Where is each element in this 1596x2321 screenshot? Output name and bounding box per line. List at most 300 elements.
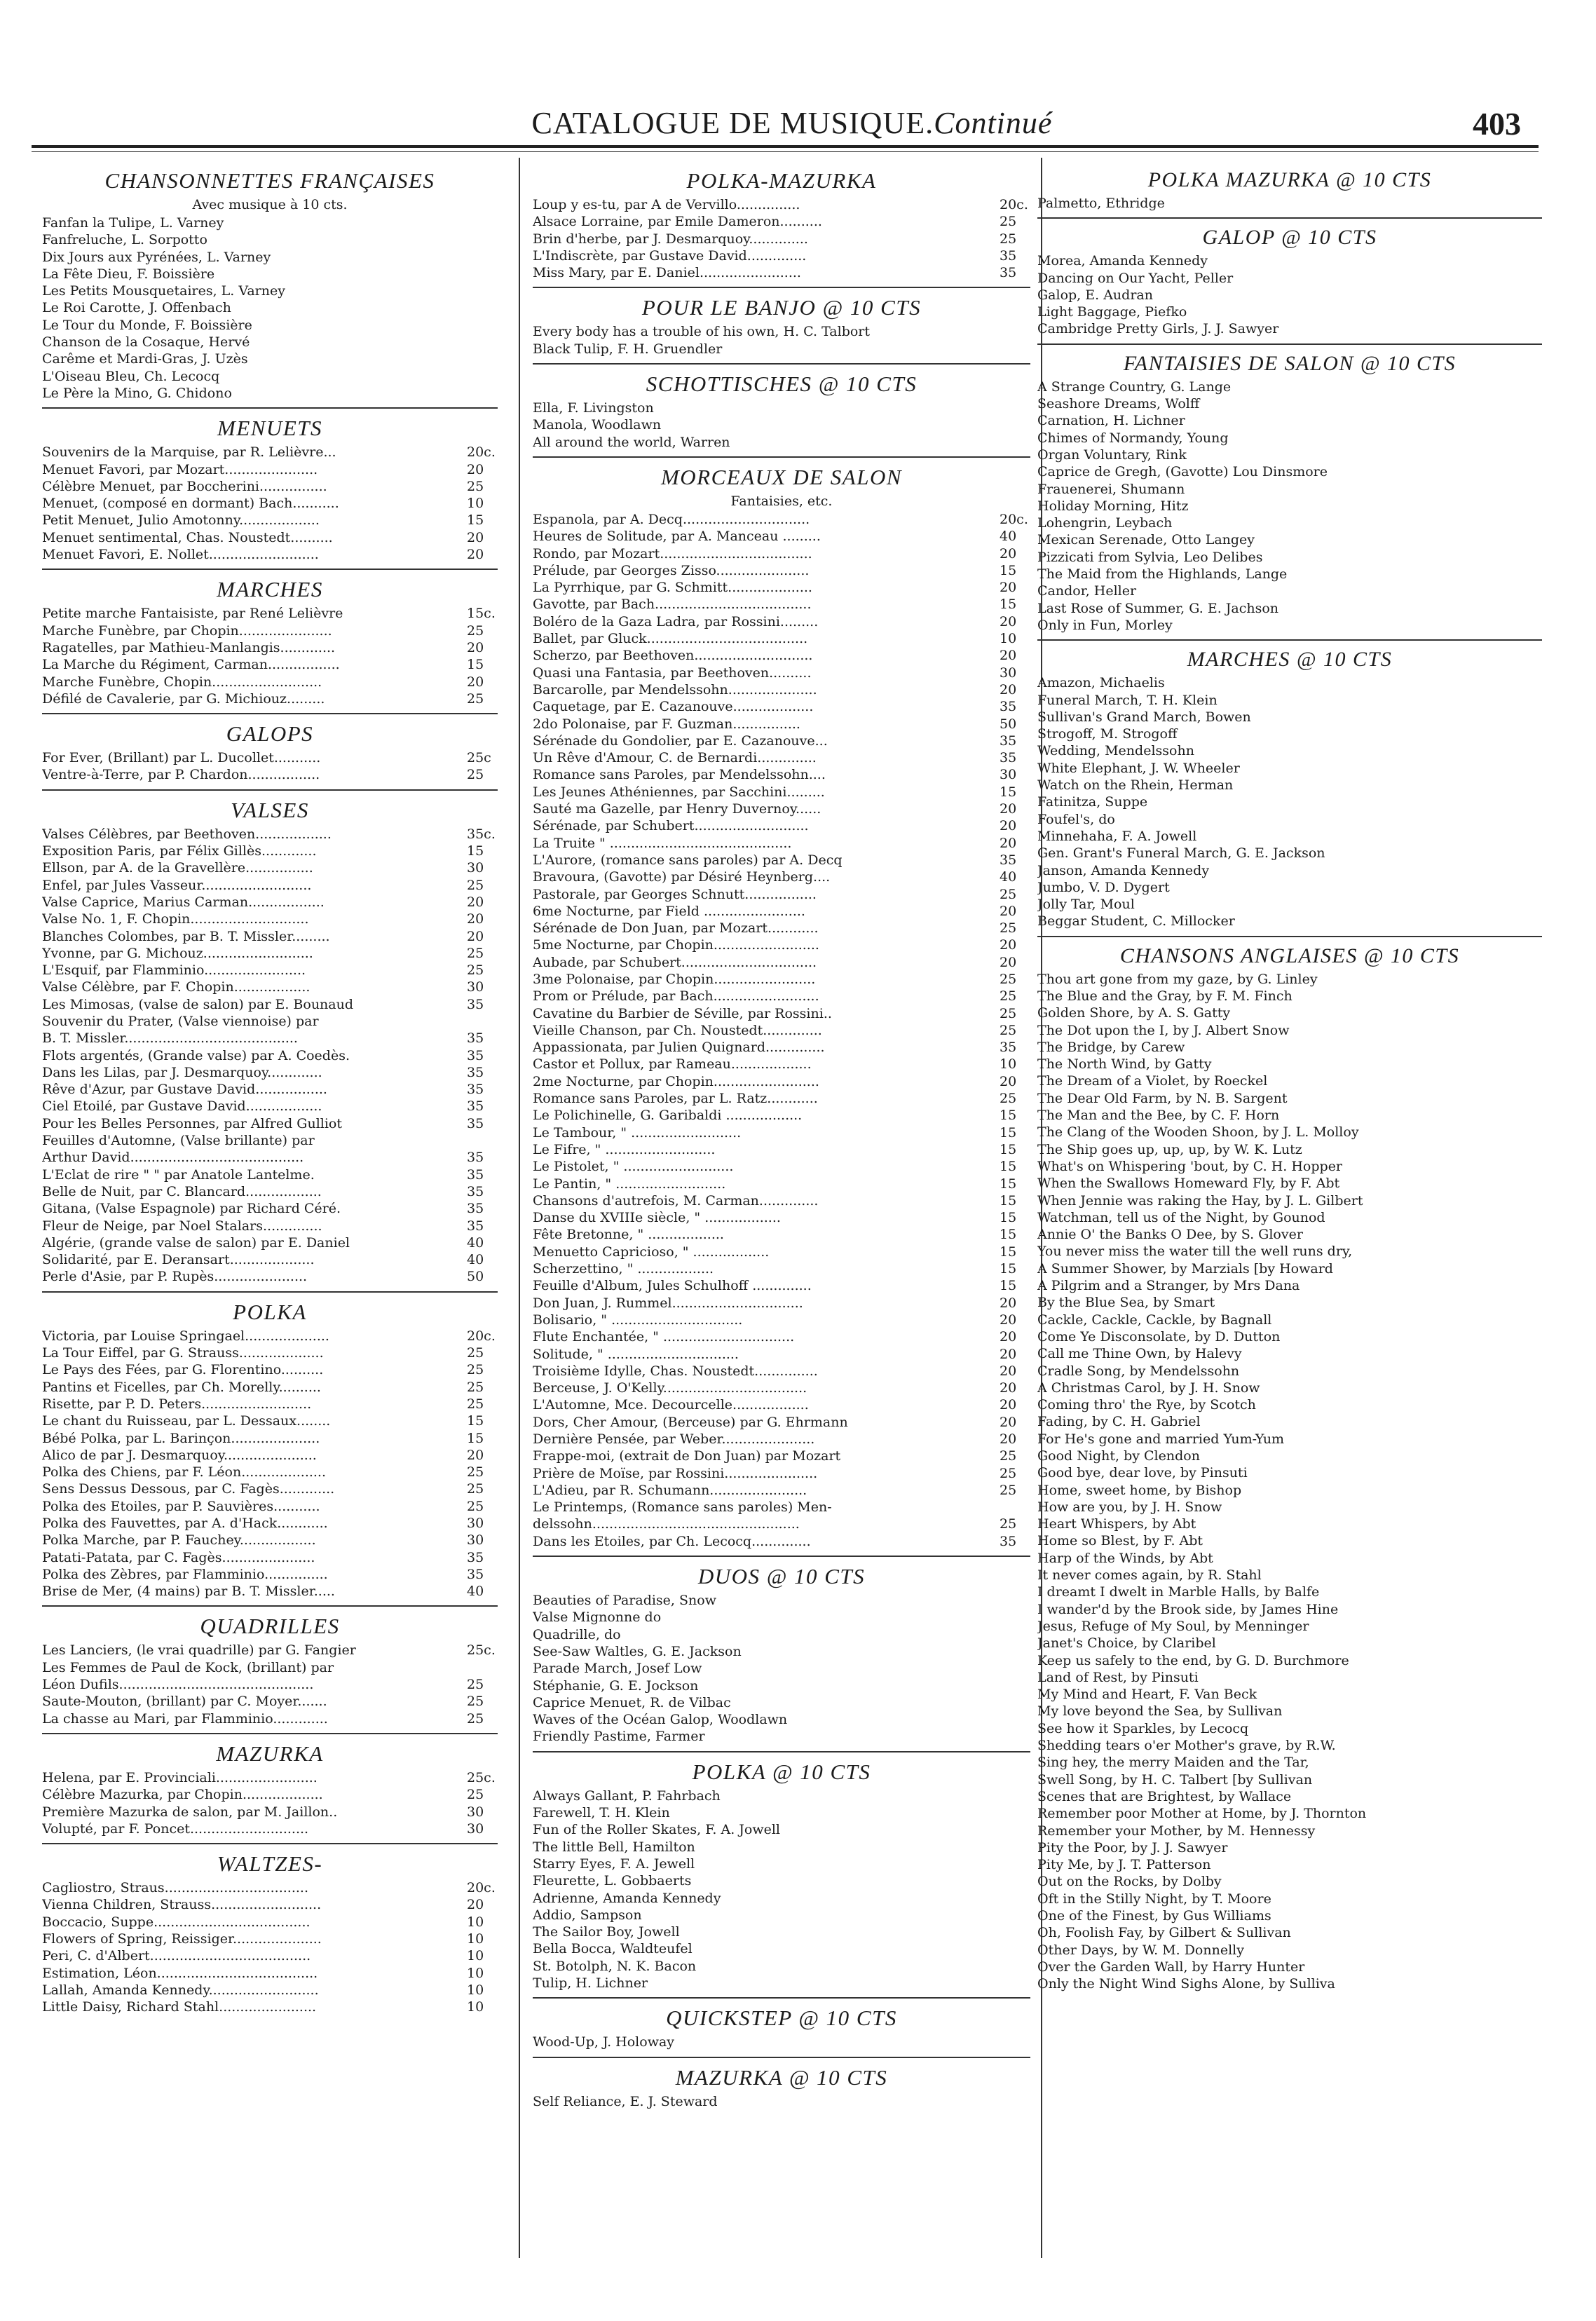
catalogue-entry (42, 674, 498, 690)
catalogue-entry (42, 299, 498, 316)
entry-price: 30 (467, 1820, 484, 1837)
entry-title: All around the world, Warren (533, 434, 730, 450)
catalogue-entry (42, 283, 498, 299)
catalogue-entry (42, 1566, 498, 1583)
entry-price: 35 (1000, 247, 1017, 264)
catalogue-section (42, 1741, 498, 1837)
catalogue-entry (1037, 760, 1542, 777)
section-heading: GALOPS (226, 721, 314, 747)
entry-title: Carême et Mardi-Gras, J. Uzès (42, 351, 248, 367)
entry-title: Cradle Song, by Mendelssohn (1037, 1363, 1240, 1379)
entry-title: Ella, F. Livingston (533, 400, 654, 416)
entry-title: Light Baggage, Piefko (1037, 304, 1187, 320)
catalogue-section (533, 372, 1030, 451)
entry-price: 15 (1000, 1244, 1017, 1260)
entry-title: Yvonne, par G. Michouz.......................... (42, 945, 313, 961)
catalogue-entry (42, 1583, 498, 1600)
entry-title: Risette, par P. D. Peters.......................... (42, 1396, 312, 1412)
entry-title: Other Days, by W. M. Donnelly (1037, 1942, 1244, 1958)
entry-price: 15 (1000, 1278, 1017, 1294)
catalogue-entry (42, 1965, 498, 1982)
catalogue-entry (1037, 674, 1542, 691)
catalogue-entry (533, 1499, 1030, 1516)
entry-title: Beggar Student, C. Millocker (1037, 913, 1235, 930)
entry-title: Keep us safely to the end, by G. D. Burchmore (1037, 1652, 1349, 1668)
section-heading: FANTAISIES DE SALON @ 10 CTS (1123, 351, 1457, 375)
section-heading: POLKA-MAZURKA (686, 168, 877, 193)
catalogue-entry (533, 1312, 1030, 1328)
entry-title: Over the Garden Wall, by Harry Hunter (1037, 1959, 1305, 1975)
entry-title: Menuet, (composé en dormant) Bach........... (42, 496, 339, 512)
catalogue-entry (533, 434, 1030, 451)
entry-title: Helena, par E. Provinciali........................ (42, 1769, 318, 1785)
catalogue-entry (533, 1073, 1030, 1090)
catalogue-section (42, 168, 498, 402)
header-rule-thin (32, 151, 1539, 152)
entry-title: Les Mimosas, (valse de salon) par E. Bounaud (42, 996, 354, 1012)
entry-price: 25 (467, 1464, 484, 1481)
entry-title: Fatinitza, Suppe (1037, 794, 1148, 810)
entry-title: Polka des Etoiles, par P. Sauvières........... (42, 1498, 320, 1514)
section-separator (533, 287, 1030, 288)
section-separator (42, 1605, 498, 1607)
catalogue-entry (1037, 463, 1542, 480)
entry-title: The Dream of a Violet, by Roeckel (1037, 1073, 1268, 1089)
entry-title: Estimation, Léon...................................... (42, 1965, 318, 1981)
entry-price: 10 (467, 1931, 484, 1947)
section-separator (42, 569, 498, 570)
entry-price: 50 (467, 1269, 484, 1285)
catalogue-entry (42, 1710, 498, 1727)
section-separator (533, 1997, 1030, 1999)
catalogue-entry (42, 1379, 498, 1396)
catalogue-entry (1037, 1823, 1542, 1839)
entry-title: Le chant du Ruisseau, par L. Dessaux........ (42, 1413, 331, 1429)
entry-title: Petit Menuet, Julio Amotonny................... (42, 512, 320, 529)
entry-price: 25 (467, 1396, 484, 1412)
catalogue-entry (1037, 1550, 1542, 1567)
catalogue-entry (42, 1183, 498, 1200)
entry-price: 10 (467, 1948, 484, 1964)
entry-title: Sérénade de Don Juan, par Mozart............ (533, 920, 819, 937)
entry-price: 20 (1000, 801, 1017, 817)
catalogue-section (533, 2006, 1030, 2050)
entry-title: Oft in the Stilly Night, by T. Moore (1037, 1891, 1271, 1907)
entry-title: The Dot upon the I, by J. Albert Snow (1037, 1022, 1290, 1038)
catalogue-entry (42, 266, 498, 283)
entry-title: The Sailor Boy, Jowell (533, 1924, 680, 1940)
entry-title: Funeral March, T. H. Klein (1037, 692, 1218, 708)
entry-title: Prom or Prélude, par Bach......................... (533, 988, 819, 1005)
entry-title: Tulip, H. Lichner (533, 1975, 648, 1992)
catalogue-entry (533, 698, 1030, 715)
entry-title: Dors, Cher Amour, (Berceuse) par G. Ehrmann (533, 1414, 848, 1430)
catalogue-entry (533, 1176, 1030, 1192)
entry-title: Fleurette, L. Gobbaerts (533, 1873, 692, 1889)
catalogue-entry (42, 749, 498, 766)
entry-title: Chanson de la Cosaque, Hervé (42, 334, 250, 350)
entry-title: Coming thro' the Rye, by Scotch (1037, 1397, 1256, 1413)
entry-price: 35 (1000, 1040, 1017, 1056)
entry-title: Frappe-moi, (extrait de Don Juan) par Mozart (533, 1448, 841, 1464)
entry-title: Heures de Solitude, par A. Manceau ......... (533, 529, 821, 545)
entry-title: Enfel, par Jules Vasseur.......................... (42, 877, 312, 893)
catalogue-entry (1037, 1891, 1542, 1907)
entry-title: Lallah, Amanda Kennedy.......................... (42, 1982, 319, 1998)
catalogue-column-2 (533, 168, 1030, 2110)
catalogue-entry (42, 461, 498, 478)
catalogue-title (477, 105, 1107, 141)
catalogue-entry (42, 1498, 498, 1515)
catalogue-entry (1037, 395, 1542, 412)
catalogue-entry (533, 562, 1030, 579)
entry-title: Pity the Poor, by J. J. Sawyer (1037, 1839, 1228, 1856)
section-separator (42, 1843, 498, 1844)
entry-title: Dans les Lilas, par J. Desmarquoy............. (42, 1064, 322, 1080)
entry-title: Sérénade, par Schubert........................... (533, 818, 809, 834)
catalogue-entry (533, 1924, 1030, 1940)
entry-title: Souvenirs de la Marquise, par R. Lelièvre... (42, 444, 336, 461)
entry-price: 10 (467, 1965, 484, 1981)
entry-price: 20 (467, 461, 484, 477)
catalogue-entry (42, 385, 498, 402)
catalogue-entry (1037, 1243, 1542, 1260)
entry-price: 25 (1000, 971, 1017, 987)
catalogue-entry (42, 334, 498, 350)
entry-price: 20 (1000, 1380, 1017, 1396)
catalogue-entry (42, 1166, 498, 1183)
entry-title: Rondo, par Mozart.................................... (533, 545, 812, 561)
entry-title: You never miss the water till the well runs dry, (1037, 1244, 1353, 1260)
entry-title: Lohengrin, Leybach (1037, 515, 1173, 531)
entry-title: Volupté, par F. Poncet............................ (42, 1820, 309, 1837)
catalogue-entry (1037, 988, 1542, 1005)
catalogue-entry (533, 1260, 1030, 1277)
catalogue-entry (533, 971, 1030, 988)
entry-title: Quadrille, do (533, 1626, 621, 1642)
entry-title: Seashore Dreams, Wolff (1037, 396, 1200, 412)
entry-price: 35 (1000, 265, 1017, 281)
catalogue-entry (1037, 1618, 1542, 1635)
entry-title: La Truite " ........................................... (533, 835, 792, 851)
catalogue-entry (1037, 1703, 1542, 1720)
section-heading: MAZURKA @ 10 CTS (675, 2064, 888, 2090)
entry-title: Sing hey, the merry Maiden and the Tar, (1037, 1755, 1309, 1771)
entry-title: Pizzicati from Sylvia, Leo Delibes (1037, 549, 1263, 565)
section-separator (1037, 343, 1542, 345)
catalogue-entry (1037, 1652, 1542, 1669)
catalogue-entry (1037, 1669, 1542, 1686)
catalogue-section (1037, 648, 1542, 930)
catalogue-entry (1037, 1328, 1542, 1345)
entry-title: Addio, Sampson (533, 1907, 642, 1923)
entry-title: Organ Voluntary, Rink (1037, 447, 1187, 463)
catalogue-entry (42, 1515, 498, 1532)
entry-price: 30 (467, 860, 484, 876)
entry-title: Polka Marche, par P. Fauchey.................. (42, 1532, 316, 1549)
entry-title: Caprice Menuet, R. de Vilbac (533, 1694, 731, 1710)
catalogue-entry (533, 1533, 1030, 1550)
entry-title: Menuet Favori, E. Nollet.......................... (42, 547, 319, 563)
entry-title: Dernière Pensée, par Weber...................... (533, 1431, 815, 1447)
catalogue-entry (533, 954, 1030, 971)
entry-title: Valses Célèbres, par Beethoven.................. (42, 826, 332, 842)
entry-title: It never comes again, by R. Stahl (1037, 1567, 1262, 1584)
entry-title: Scherzettino, " .................. (533, 1261, 714, 1277)
entry-price: 35 (467, 1183, 484, 1199)
entry-title: Le Fifre, " .......................... (533, 1141, 716, 1157)
entry-title: Last Rose of Summer, G. E. Jachson (1037, 600, 1279, 616)
entry-title: Always Gallant, P. Fahrbach (533, 1788, 721, 1804)
section-heading: MAZURKA (216, 1741, 324, 1766)
catalogue-entry (42, 894, 498, 911)
section-separator (1037, 217, 1542, 219)
catalogue-entry (533, 1380, 1030, 1396)
entry-title: Bravoura, (Gavotte) par Désiré Heynberg.... (533, 869, 831, 885)
catalogue-entry (42, 1769, 498, 1786)
entry-title: Jumbo, V. D. Dygert (1037, 879, 1170, 895)
entry-title: Bella Bocca, Waldteufel (533, 1941, 693, 1957)
catalogue-entry (533, 681, 1030, 698)
catalogue-entry (42, 1820, 498, 1837)
entry-title: Sauté ma Gazelle, par Henry Duvernoy...... (533, 801, 821, 817)
catalogue-entry (533, 1958, 1030, 1975)
entry-price: 20 (1000, 545, 1017, 561)
section-heading: POLKA MAZURKA @ 10 CTS (1147, 168, 1432, 191)
entry-title: Espanola, par A. Decq.............................. (533, 511, 810, 527)
entry-title: See-Saw Waltles, G. E. Jackson (533, 1643, 742, 1659)
entry-price: 20 (467, 639, 484, 655)
entry-price: 30 (1000, 767, 1017, 783)
catalogue-entry (533, 869, 1030, 885)
catalogue-entry (42, 1999, 498, 2015)
entry-title: How are you, by J. H. Snow (1037, 1499, 1222, 1515)
catalogue-entry (1037, 481, 1542, 498)
catalogue-entry (1037, 320, 1542, 337)
entry-title: Black Tulip, F. H. Gruendler (533, 341, 723, 357)
entry-title: Castor et Pollux, par Rameau................... (533, 1056, 812, 1073)
catalogue-entry (533, 1804, 1030, 1821)
entry-title: Peri, C. d'Albert...................................... (42, 1948, 311, 1964)
entry-title: Prélude, par Georges Zisso...................... (533, 562, 810, 578)
entry-title: What's on Whispering 'bout, by C. H. Hopper (1037, 1158, 1343, 1174)
catalogue-entry (533, 1694, 1030, 1711)
entry-title: Strogoff, M. Strogoff (1037, 726, 1178, 742)
entry-price: 35 (467, 1549, 484, 1565)
entry-title: Gavotte, par Bach..................................... (533, 597, 812, 613)
catalogue-entry (533, 630, 1030, 647)
entry-title: Valse Caprice, Marius Carman.................. (42, 894, 325, 910)
entry-price: 35 (467, 1150, 484, 1166)
entry-price: 25 (467, 1694, 484, 1710)
entry-title: Arthur David......................................... (42, 1150, 304, 1166)
catalogue-section (1037, 226, 1542, 337)
entry-title: Pour les Belles Personnes, par Alfred Gulliot (42, 1115, 343, 1131)
entry-title: Le Printemps, (Romance sans paroles) Men- (533, 1499, 832, 1516)
catalogue-entry (42, 1030, 498, 1047)
catalogue-entry (42, 512, 498, 529)
entry-price: 10 (467, 1914, 484, 1930)
page-header (0, 0, 1596, 156)
catalogue-entry (533, 1277, 1030, 1294)
section-separator (42, 407, 498, 409)
catalogue-title-suffix: Continué (934, 106, 1053, 140)
entry-title: Alsace Lorraine, par Emile Dameron.......... (533, 214, 822, 230)
entry-title: Victoria, par Louise Springael.................... (42, 1328, 329, 1344)
entry-price: 20 (1000, 937, 1017, 953)
section-heading: POUR LE BANJO @ 10 CTS (641, 295, 922, 320)
catalogue-entry (533, 1056, 1030, 1073)
catalogue-entry (533, 528, 1030, 545)
catalogue-entry (533, 596, 1030, 613)
catalogue-entry (533, 1431, 1030, 1448)
entry-title: Minnehaha, F. A. Jowell (1037, 828, 1197, 844)
catalogue-entry (533, 1516, 1030, 1532)
catalogue-entry (533, 1244, 1030, 1260)
entry-title: Galop, E. Audran (1037, 287, 1153, 303)
section-heading: POLKA @ 10 CTS (692, 1759, 871, 1784)
section-heading: QUICKSTEP @ 10 CTS (666, 2006, 897, 2031)
entry-title: Polka des Zèbres, par Flamminio............... (42, 1566, 328, 1582)
entry-title: Pastorale, par Georges Schnutt................. (533, 886, 817, 902)
entry-title: La Marche du Régiment, Carman................. (42, 657, 340, 673)
section-heading: CHANSONNETTES FRANÇAISES (104, 168, 435, 193)
entry-title: St. Botolph, N. K. Bacon (533, 1958, 697, 1974)
header-rule-thick (32, 145, 1539, 148)
catalogue-entry (1037, 600, 1542, 617)
catalogue-entry (1037, 971, 1542, 988)
section-heading: MENUETS (217, 416, 322, 441)
entry-title: Miss Mary, par E. Daniel........................ (533, 265, 801, 281)
catalogue-entry (42, 1464, 498, 1481)
entry-price: 25 (1000, 988, 1017, 1005)
entry-title: Gitana, (Valse Espagnole) par Richard Céré. (42, 1201, 341, 1217)
catalogue-entry (42, 1642, 498, 1659)
catalogue-entry (1037, 828, 1542, 845)
entry-price: 15 (467, 843, 484, 859)
catalogue-entry (1037, 896, 1542, 913)
entry-price: 25 (467, 690, 484, 707)
catalogue-entry (1037, 498, 1542, 515)
entry-price: 25 (467, 478, 484, 494)
catalogue-entry (533, 264, 1030, 281)
catalogue-entry (1037, 1516, 1542, 1532)
entry-title: Valse Célèbre, par F. Chopin.................. (42, 979, 311, 995)
catalogue-entry (42, 1693, 498, 1710)
catalogue-entry (42, 1268, 498, 1285)
entry-title: Beauties of Paradise, Snow (533, 1593, 716, 1609)
section-heading: SCHOTTISCHES @ 10 CTS (646, 372, 918, 397)
catalogue-entry (1037, 1482, 1542, 1499)
entry-title: Valse No. 1, F. Chopin............................ (42, 911, 309, 927)
catalogue-entry (42, 368, 498, 385)
catalogue-entry (42, 766, 498, 783)
entry-title: A Summer Shower, by Marzials [by Howard (1037, 1260, 1333, 1277)
catalogue-entry (42, 1396, 498, 1413)
catalogue-entry (42, 1200, 498, 1217)
entry-title: Patati-Patata, par C. Fagès...................... (42, 1549, 315, 1565)
entry-title: Feuille d'Album, Jules Schulhoff .............. (533, 1278, 812, 1294)
entry-price: 10 (467, 1982, 484, 1998)
entry-title: Janson, Amanda Kennedy (1037, 862, 1210, 878)
catalogue-entry (533, 1141, 1030, 1158)
catalogue-entry (1037, 1158, 1542, 1175)
entry-title: 5me Nocturne, par Chopin......................... (533, 937, 819, 953)
entry-title: Stéphanie, G. E. Jockson (533, 1677, 699, 1694)
catalogue-entry (42, 996, 498, 1013)
entry-title: Remember poor Mother at Home, by J. Thornton (1037, 1806, 1367, 1822)
entry-title: A Pilgrim and a Stranger, by Mrs Dana (1037, 1278, 1300, 1294)
catalogue-entry (1037, 304, 1542, 320)
entry-price: 10 (467, 496, 484, 512)
entry-title: Watchman, tell us of the Night, by Gounod (1037, 1209, 1325, 1225)
entry-title: Valse Mignonne do (533, 1609, 662, 1626)
entry-title: Un Rêve d'Amour, C. de Bernardi.............. (533, 750, 817, 766)
catalogue-entry (533, 1022, 1030, 1039)
entry-price: 35 (467, 1201, 484, 1217)
catalogue-entry (42, 478, 498, 495)
catalogue-entry (42, 1947, 498, 1964)
catalogue-entry (533, 1660, 1030, 1677)
entry-title: La Fête Dieu, F. Boissière (42, 266, 215, 282)
entry-price: 25c. (467, 1642, 496, 1659)
entry-title: Caprice de Gregh, (Gavotte) Lou Dinsmore (1037, 464, 1328, 480)
entry-price: 25c. (467, 1769, 496, 1785)
catalogue-entry (533, 1711, 1030, 1728)
entry-price: 35 (1000, 733, 1017, 749)
catalogue-entry (533, 1821, 1030, 1838)
entry-price: 20 (1000, 681, 1017, 697)
catalogue-entry (533, 196, 1030, 213)
catalogue-entry (1037, 617, 1542, 634)
entry-price: 20 (467, 1897, 484, 1913)
catalogue-entry (42, 656, 498, 673)
entry-title: Exposition Paris, par Félix Gillès............. (42, 843, 317, 859)
catalogue-entry (1037, 1005, 1542, 1021)
catalogue-entry (1037, 1022, 1542, 1039)
entry-title: Land of Rest, by Pinsuti (1037, 1669, 1199, 1685)
entry-title: Sérénade du Gondolier, par E. Cazanouve... (533, 733, 828, 749)
catalogue-entry (1037, 1448, 1542, 1464)
entry-title: Fading, by C. H. Gabriel (1037, 1414, 1201, 1430)
catalogue-entry (1037, 1056, 1542, 1073)
catalogue-entry (533, 784, 1030, 801)
entry-title: Friendly Pastime, Farmer (533, 1729, 705, 1745)
entry-title: Saute-Mouton, (brillant) par C. Moyer....... (42, 1694, 327, 1710)
entry-price: 25 (1000, 231, 1017, 247)
entry-title: Amazon, Michaelis (1037, 675, 1165, 691)
entry-title: Fleur de Neige, par Noel Stalars.............. (42, 1218, 322, 1234)
catalogue-entry (533, 1643, 1030, 1660)
entry-title: Petite marche Fantaisiste, par René Lelièvre (42, 606, 343, 622)
entry-title: Dans les Etoiles, par Ch. Lecocq.............. (533, 1533, 811, 1549)
entry-price: 20 (467, 911, 484, 927)
catalogue-entry (42, 979, 498, 995)
entry-price: 35c. (467, 826, 496, 842)
entry-title: Scenes that are Brightest, by Wallace (1037, 1788, 1292, 1804)
section-heading: QUADRILLES (200, 1614, 340, 1639)
catalogue-entry (533, 920, 1030, 937)
catalogue-entry (42, 1234, 498, 1251)
entry-title: Home, sweet home, by Bishop (1037, 1482, 1242, 1498)
entry-price: 25 (1000, 920, 1017, 937)
catalogue-entry (533, 2093, 1030, 2110)
catalogue-entry (1037, 1856, 1542, 1873)
entry-title: Waves of the Océan Galop, Woodlawn (533, 1712, 788, 1728)
entry-title: Manola, Woodlawn (533, 417, 662, 433)
entry-title: Flowers of Spring, Reissiger..................... (42, 1931, 322, 1947)
catalogue-entry (42, 1132, 498, 1149)
